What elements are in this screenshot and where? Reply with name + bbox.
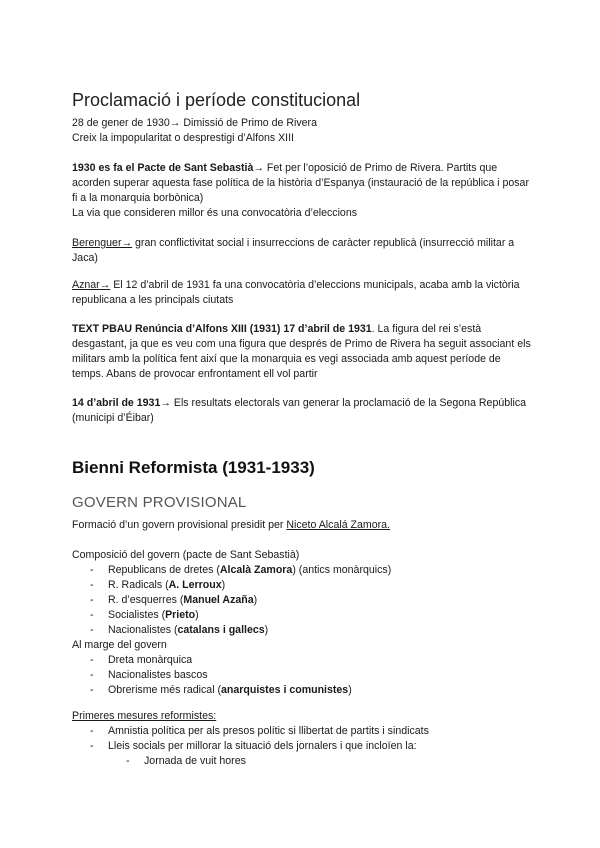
- line-al-marge: Al marge del govern: [72, 639, 167, 651]
- line-composicio: Composició del govern (pacte de Sant Sebastià): [72, 549, 300, 561]
- paragraph-renuncia: [72, 322, 532, 382]
- line-formacio: [72, 518, 390, 533]
- berenguer-label: Berenguer→: [72, 237, 133, 249]
- list-subitem: Jornada de vuit hores: [144, 755, 246, 767]
- list-item: Nacionalistes bascos: [108, 669, 208, 681]
- list-dash: -: [90, 740, 94, 752]
- section-title-proclamacio: Proclamació i període constitucional: [72, 90, 361, 110]
- subtitle-govern-provisional: GOVERN PROVISIONAL: [72, 494, 247, 511]
- list-item: Obrerisme més radical (anarquistes i comunistes): [108, 684, 352, 696]
- list-item: R. d’esquerres (Manuel Azaña): [108, 594, 258, 606]
- pacte-bold: 1930 es fa el Pacte de Sant Sebastià→: [72, 162, 264, 174]
- aznar-label: Aznar→: [72, 279, 111, 291]
- abril-bold: 14 d’abril de 1931: [72, 397, 161, 409]
- list-dash: -: [90, 725, 94, 737]
- renuncia-text: . La figura del rei s’està desgastant, ja que es veu com una figura que després de Primo de Rivera ha seguit associant els militars amb la política fent així que la monarquia es vegi associada amb aquest període de temps. Abans de provocar enfrontament ell vol partir: [72, 323, 531, 380]
- list-item: Lleis socials per millorar la situació dels jornalers i que incloïen la:: [108, 740, 417, 752]
- abril-text: → Els resultats electorals van generar la proclamació de la Segona República (municipi d’Éibar): [72, 397, 527, 424]
- list-dash: -: [90, 579, 94, 591]
- line-dimissio: 28 de gener de 1930→ Dimissió de Primo de Rivera: [72, 117, 317, 129]
- list-dash: -: [90, 564, 94, 576]
- list-dash: -: [126, 755, 130, 767]
- paragraph-berenguer: [72, 236, 532, 266]
- list-dash: -: [90, 609, 94, 621]
- formacio-text: Formació d’un govern provisional presidit per: [72, 519, 287, 531]
- paragraph-pacte: [72, 161, 532, 206]
- aznar-text: El 12 d’abril de 1931 fa una convocatòria d’eleccions municipals, acaba amb la victòria republicana a les principals ciutats: [72, 279, 520, 306]
- list-dash: -: [90, 594, 94, 606]
- line-impopularitat: Creix la impopularitat o desprestigi d’Alfons XIII: [72, 132, 294, 144]
- list-dash: -: [90, 624, 94, 636]
- berenguer-text: gran conflictivitat social i insurreccions de caràcter republicà (insurrecció militar a Jaca): [72, 237, 515, 264]
- list-dash: -: [90, 684, 94, 696]
- list-dash: -: [90, 654, 94, 666]
- list-item: Amnistia política per als presos polític si llibertat de partits i sindicats: [108, 725, 429, 737]
- list-item: Nacionalistes (catalans i gallecs): [108, 624, 269, 636]
- list-item: R. Radicals (A. Lerroux): [108, 579, 226, 591]
- line-via-eleccions: La via que consideren millor és una convocatòria d’eleccions: [72, 207, 358, 219]
- mesures-title: Primeres mesures reformistes:: [72, 710, 217, 722]
- list-dash: -: [90, 669, 94, 681]
- list-item: Republicans de dretes (Alcalà Zamora) (antics monàrquics): [108, 564, 392, 576]
- list-item: Socialistes (Prieto): [108, 609, 199, 621]
- paragraph-aznar: [72, 278, 532, 308]
- paragraph-14-abril: [72, 396, 532, 426]
- pacte-text: Fet per l’oposició de Primo de Rivera. Partits que acorden superar aquesta fase política de la història d’Espanya (instauració de la república i posar fi a la monarquia borbònica): [72, 162, 529, 204]
- list-item: Dreta monàrquica: [108, 654, 193, 666]
- section-title-bienni: Bienni Reformista (1931-1933): [72, 458, 315, 477]
- renuncia-bold: TEXT PBAU Renúncia d’Alfons XIII (1931) 17 d’abril de 1931: [72, 323, 372, 335]
- niceto-alcala-zamora: Niceto Alcalá Zamora.: [286, 519, 390, 531]
